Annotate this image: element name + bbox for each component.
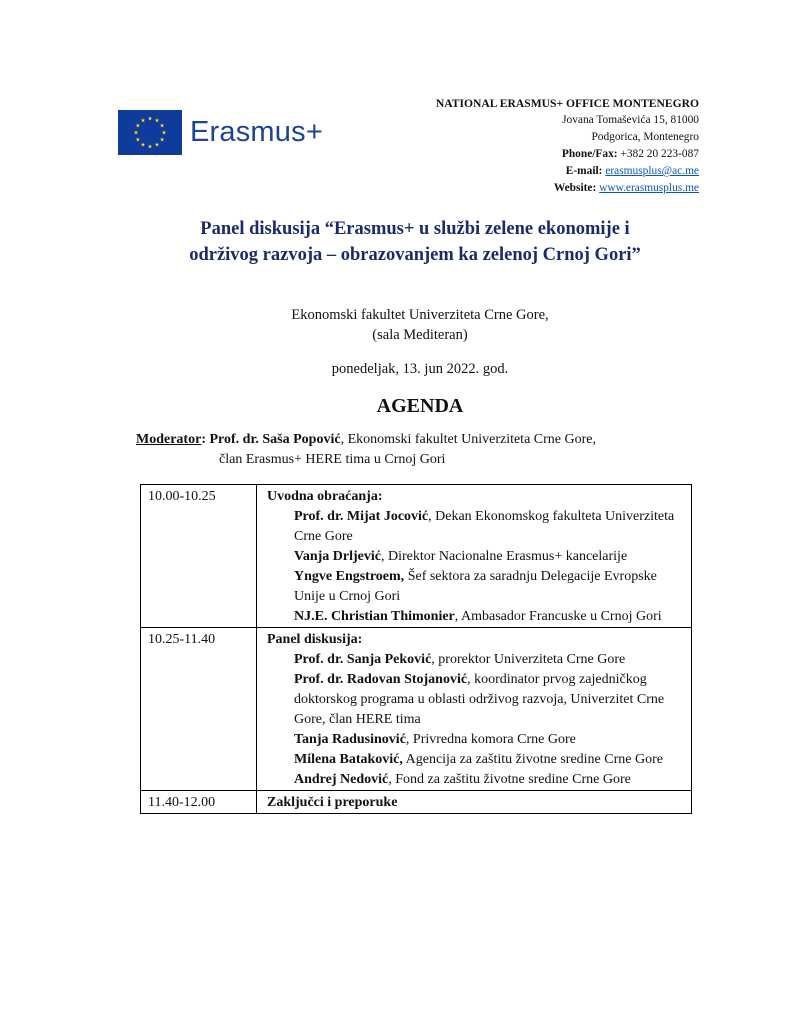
office-address-line1: Jovana Tomaševića 15, 81000 — [562, 114, 699, 126]
moderator-affiliation: , Ekonomski fakultet Univerziteta Crne Gore, — [340, 432, 596, 447]
agenda-time: 10.00-10.25 — [141, 485, 257, 628]
eu-flag-icon — [118, 110, 182, 155]
speaker-entry — [267, 650, 685, 670]
office-name: NATIONAL ERASMUS+ OFFICE MONTENEGRO — [435, 97, 699, 110]
agenda-time: 11.40-12.00 — [141, 791, 257, 814]
agenda-section-heading: Zaključci i preporuke — [267, 795, 398, 810]
venue-line1: Ekonomski fakultet Univerziteta Crne Gore, — [291, 307, 549, 323]
office-contact-block — [436, 95, 699, 197]
speaker-entry — [267, 730, 685, 750]
moderator-line1 — [136, 430, 716, 450]
erasmus-logo — [118, 110, 323, 155]
agenda-time: 10.25-11.40 — [141, 628, 257, 791]
speaker-description: , prorektor Univerziteta Crne Gore — [431, 652, 626, 667]
speaker-entry — [267, 567, 685, 607]
event-title-line1: Panel diskusija “Erasmus+ u službi zelene ekonomije i — [200, 219, 630, 239]
speaker-entry — [267, 547, 685, 567]
agenda-section-heading: Uvodna obraćanja: — [267, 489, 383, 504]
venue-line2: (sala Mediteran) — [372, 327, 468, 343]
office-website — [436, 180, 699, 197]
agenda-content — [257, 485, 692, 628]
moderator-block — [136, 430, 716, 470]
agenda-section-heading: Panel diskusija: — [267, 632, 363, 647]
erasmus-wordmark: Erasmus+ — [190, 116, 323, 148]
speaker-description: , Dekan Ekonomskog fakulteta Univerziteta Crne Gore — [294, 509, 675, 544]
speaker-description: , Privredna komora Crne Gore — [405, 732, 576, 747]
speaker-name: Tanja Radusinović — [294, 732, 406, 747]
phone-value: +382 20 223-087 — [620, 148, 699, 160]
speaker-name: Milena Bataković, — [294, 752, 403, 767]
speaker-entry — [267, 750, 685, 770]
website-link[interactable]: www.erasmusplus.me — [599, 182, 699, 194]
speaker-name: Yngve Engstroem, — [294, 569, 405, 584]
phone-label: Phone/Fax: — [561, 148, 618, 160]
agenda-row — [141, 791, 692, 814]
event-title-line2: održivog razvoja – obrazovanjem ka zelenoj Crnoj Gori” — [189, 245, 641, 265]
speaker-description: , koordinator prvog zajedničkog doktorskog programa u oblasti održivog razvoja, Univerzitet Crne Gore, član HERE tima — [294, 672, 665, 727]
moderator-line2: član Erasmus+ HERE tima u Crnoj Gori — [219, 452, 446, 467]
agenda-content — [257, 791, 692, 814]
moderator-colon: : — [201, 432, 206, 447]
speaker-entry — [267, 770, 685, 790]
office-email — [436, 163, 699, 180]
speaker-name: Andrej Nedović — [294, 772, 389, 787]
speaker-description: , Fond za zaštitu životne sredine Crne Gore — [388, 772, 631, 787]
website-label: Website: — [553, 182, 597, 194]
event-date: ponedeljak, 13. jun 2022. god. — [331, 361, 509, 377]
office-address-line2: Podgorica, Montenegro — [591, 131, 699, 143]
speaker-name: Vanja Drljević — [294, 549, 381, 564]
speaker-name: Prof. dr. Sanja Peković — [294, 652, 432, 667]
event-venue — [200, 305, 640, 345]
speaker-entry — [267, 670, 685, 730]
agenda-row — [141, 485, 692, 628]
speaker-entry — [267, 607, 685, 627]
agenda-heading: AGENDA — [376, 395, 464, 417]
office-phone — [436, 146, 699, 163]
speaker-name: NJ.E. Christian Thimonier — [294, 609, 455, 624]
email-link[interactable]: erasmusplus@ac.me — [605, 165, 699, 177]
speaker-description: , Ambasador Francuske u Crnoj Gori — [454, 609, 662, 624]
speaker-description: Agencija za zaštitu životne sredine Crne Gore — [402, 752, 663, 767]
moderator-name: Prof. dr. Saša Popović — [209, 432, 341, 447]
speaker-entry — [267, 507, 685, 547]
agenda-table — [140, 484, 692, 814]
agenda-content — [257, 628, 692, 791]
event-title — [120, 216, 710, 268]
speaker-name: Prof. dr. Mijat Jocović — [294, 509, 429, 524]
speaker-description: Šef sektora za saradnju Delegacije Evropske Unije u Crnoj Gori — [294, 569, 657, 604]
speaker-name: Prof. dr. Radovan Stojanović — [294, 672, 468, 687]
speaker-description: , Direktor Nacionalne Erasmus+ kancelarije — [380, 549, 628, 564]
agenda-row — [141, 628, 692, 791]
moderator-role: Moderator — [136, 432, 202, 447]
email-label: E-mail: — [565, 165, 603, 177]
